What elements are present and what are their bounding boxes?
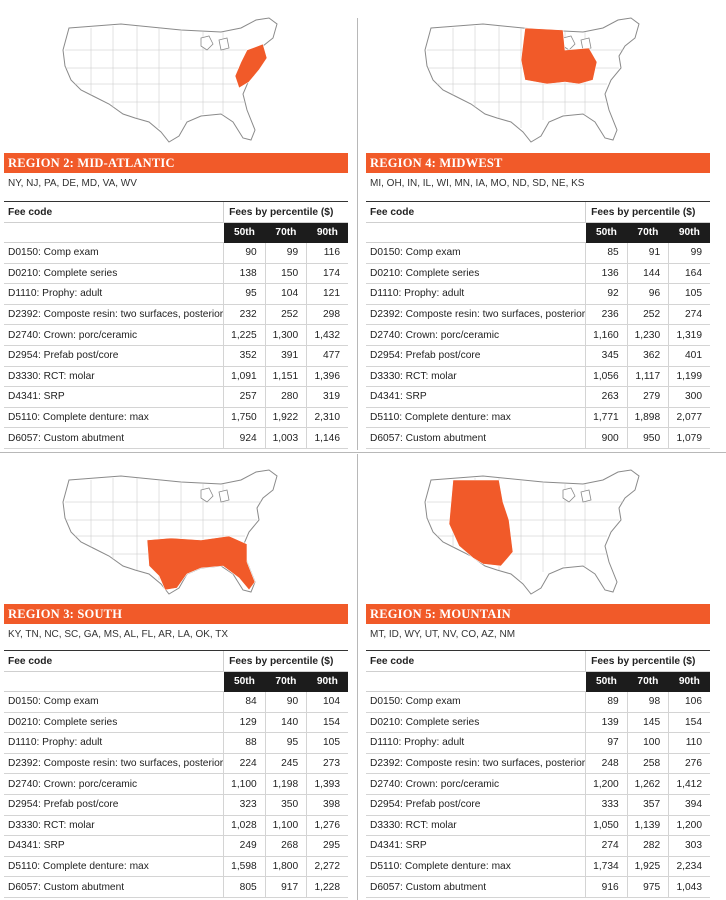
fee-90th-cell: 1,200 [669, 815, 710, 836]
fee-50th-cell: 89 [586, 692, 627, 713]
fee-90th-cell: 398 [307, 794, 348, 815]
fee-70th-cell: 1,925 [627, 856, 668, 877]
table-row [4, 366, 348, 387]
fee-code-cell: D1110: Prophy: adult [366, 284, 586, 305]
fee-table-header [4, 202, 348, 223]
region-title-banner: REGION 5: MOUNTAIN [366, 604, 710, 624]
fee-70th-cell: 917 [265, 877, 306, 898]
table-row [366, 733, 710, 754]
fee-50th-cell: 924 [224, 428, 265, 449]
percentile-subheader [366, 672, 710, 692]
fee-90th-cell: 154 [307, 712, 348, 733]
fee-code-cell: D5110: Complete denture: max [366, 856, 586, 877]
fee-code-cell: D4341: SRP [4, 387, 224, 408]
fee-70th-cell: 258 [627, 753, 668, 774]
fee-50th-cell: 1,160 [586, 325, 627, 346]
fee-70th-cell: 1,800 [265, 856, 306, 877]
table-row [4, 692, 348, 713]
fee-70th-cell: 96 [627, 284, 668, 305]
fee-90th-cell: 298 [307, 304, 348, 325]
fee-90th-cell: 319 [307, 387, 348, 408]
table-row [366, 753, 710, 774]
table-row [4, 836, 348, 857]
fee-70th-cell: 950 [627, 428, 668, 449]
table-row [366, 325, 710, 346]
fee-90th-cell: 276 [669, 753, 710, 774]
region-states: MI, OH, IN, IL, WI, MN, IA, MO, ND, SD, NE, KS [370, 178, 585, 189]
percentile-header: Fees by percentile ($) [586, 202, 710, 223]
fee-70th-cell: 280 [265, 387, 306, 408]
table-row [366, 692, 710, 713]
fee-90th-cell: 295 [307, 836, 348, 857]
table-row [4, 428, 348, 449]
fee-90th-cell: 2,077 [669, 407, 710, 428]
fee-50th-cell: 92 [586, 284, 627, 305]
fee-50th-cell: 90 [224, 243, 265, 264]
fee-90th-cell: 2,234 [669, 856, 710, 877]
fee-50th-cell: 1,750 [224, 407, 265, 428]
table-row [366, 366, 710, 387]
fee-50th-cell: 1,200 [586, 774, 627, 795]
fee-90th-cell: 174 [307, 263, 348, 284]
fee-50th-cell: 805 [224, 877, 265, 898]
fee-90th-cell: 105 [307, 733, 348, 754]
fee-90th-cell: 273 [307, 753, 348, 774]
fee-code-cell: D2740: Crown: porc/ceramic [4, 774, 224, 795]
table-row [4, 877, 348, 898]
fee-50th-cell: 1,225 [224, 325, 265, 346]
fee-code-header: Fee code [366, 202, 586, 223]
percentile-header: Fees by percentile ($) [224, 202, 348, 223]
fee-50th-cell: 85 [586, 243, 627, 264]
fee-70th-cell: 90 [265, 692, 306, 713]
horizontal-divider [0, 452, 726, 453]
fee-code-cell: D1110: Prophy: adult [366, 733, 586, 754]
fee-code-cell: D2740: Crown: porc/ceramic [366, 325, 586, 346]
fee-90th-cell: 303 [669, 836, 710, 857]
fee-90th-cell: 1,199 [669, 366, 710, 387]
fee-70th-cell: 100 [627, 733, 668, 754]
table-row [4, 856, 348, 877]
fee-50th-cell: 224 [224, 753, 265, 774]
fee-code-cell: D3330: RCT: molar [4, 366, 224, 387]
fee-70th-cell: 150 [265, 263, 306, 284]
fee-code-cell: D2954: Prefab post/core [4, 794, 224, 815]
p50-header: 50th [586, 223, 627, 243]
us-map-icon [413, 10, 663, 153]
fee-code-header: Fee code [4, 651, 224, 672]
region-states: NY, NJ, PA, DE, MD, VA, WV [8, 178, 137, 189]
fee-70th-cell: 1,139 [627, 815, 668, 836]
fee-70th-cell: 144 [627, 263, 668, 284]
fee-90th-cell: 1,396 [307, 366, 348, 387]
table-row [366, 815, 710, 836]
fee-code-cell: D6057: Custom abutment [366, 428, 586, 449]
fee-90th-cell: 164 [669, 263, 710, 284]
table-row [366, 794, 710, 815]
fee-70th-cell: 1,922 [265, 407, 306, 428]
region-title-banner: REGION 4: MIDWEST [366, 153, 710, 173]
fee-90th-cell: 154 [669, 712, 710, 733]
fee-50th-cell: 345 [586, 345, 627, 366]
p90-header: 90th [307, 672, 348, 692]
fee-70th-cell: 357 [627, 794, 668, 815]
fee-50th-cell: 248 [586, 753, 627, 774]
fee-code-cell: D4341: SRP [366, 836, 586, 857]
table-row [366, 243, 710, 264]
fee-code-cell: D3330: RCT: molar [366, 366, 586, 387]
fee-50th-cell: 1,598 [224, 856, 265, 877]
fee-70th-cell: 95 [265, 733, 306, 754]
fee-50th-cell: 249 [224, 836, 265, 857]
fee-50th-cell: 97 [586, 733, 627, 754]
fee-table [366, 201, 710, 449]
fee-50th-cell: 1,771 [586, 407, 627, 428]
fee-table [4, 650, 348, 898]
fee-50th-cell: 136 [586, 263, 627, 284]
fee-70th-cell: 91 [627, 243, 668, 264]
table-row [4, 304, 348, 325]
fee-code-cell: D2392: Composte resin: two surfaces, posterior [4, 304, 224, 325]
fee-90th-cell: 121 [307, 284, 348, 305]
fee-70th-cell: 268 [265, 836, 306, 857]
fee-90th-cell: 394 [669, 794, 710, 815]
table-row [366, 387, 710, 408]
fee-70th-cell: 1,300 [265, 325, 306, 346]
fee-50th-cell: 88 [224, 733, 265, 754]
p90-header: 90th [669, 223, 710, 243]
fee-table-header [366, 202, 710, 223]
fee-code-cell: D5110: Complete denture: max [4, 407, 224, 428]
fee-90th-cell: 104 [307, 692, 348, 713]
table-row [4, 345, 348, 366]
fee-table-header [366, 651, 710, 672]
fee-70th-cell: 1,151 [265, 366, 306, 387]
fee-90th-cell: 274 [669, 304, 710, 325]
table-row [4, 325, 348, 346]
fee-90th-cell: 99 [669, 243, 710, 264]
fee-90th-cell: 2,272 [307, 856, 348, 877]
fee-code-cell: D1110: Prophy: adult [4, 733, 224, 754]
p90-header: 90th [669, 672, 710, 692]
fee-code-cell: D4341: SRP [4, 836, 224, 857]
fee-50th-cell: 323 [224, 794, 265, 815]
fee-code-cell: D2392: Composte resin: two surfaces, posterior [4, 753, 224, 774]
fee-50th-cell: 139 [586, 712, 627, 733]
fee-code-cell: D0210: Complete series [366, 712, 586, 733]
fee-70th-cell: 350 [265, 794, 306, 815]
table-row [366, 263, 710, 284]
us-map-icon [413, 462, 663, 605]
percentile-subheader [4, 672, 348, 692]
fee-90th-cell: 1,276 [307, 815, 348, 836]
table-row [366, 774, 710, 795]
fee-50th-cell: 1,734 [586, 856, 627, 877]
fee-code-cell: D4341: SRP [366, 387, 586, 408]
fee-code-cell: D3330: RCT: molar [4, 815, 224, 836]
p70-header: 70th [627, 223, 668, 243]
fee-code-cell: D0210: Complete series [4, 263, 224, 284]
fee-70th-cell: 1,003 [265, 428, 306, 449]
fee-90th-cell: 106 [669, 692, 710, 713]
us-map-icon [51, 10, 301, 153]
us-map-icon [51, 462, 301, 605]
percentile-subheader [4, 223, 348, 243]
fee-70th-cell: 362 [627, 345, 668, 366]
fee-70th-cell: 145 [627, 712, 668, 733]
fee-50th-cell: 1,050 [586, 815, 627, 836]
fee-table-header [4, 651, 348, 672]
fee-code-cell: D0150: Comp exam [366, 692, 586, 713]
fee-code-cell: D2954: Prefab post/core [366, 345, 586, 366]
fee-code-header: Fee code [4, 202, 224, 223]
region-states: KY, TN, NC, SC, GA, MS, AL, FL, AR, LA, OK, TX [8, 629, 229, 640]
fee-70th-cell: 252 [265, 304, 306, 325]
table-row [366, 284, 710, 305]
region-title-banner: REGION 2: MID-ATLANTIC [4, 153, 348, 173]
fee-70th-cell: 252 [627, 304, 668, 325]
table-row [366, 836, 710, 857]
fee-90th-cell: 300 [669, 387, 710, 408]
table-row [4, 387, 348, 408]
table-row [4, 284, 348, 305]
fee-code-cell: D6057: Custom abutment [4, 428, 224, 449]
p50-header: 50th [224, 223, 265, 243]
fee-70th-cell: 1,262 [627, 774, 668, 795]
fee-90th-cell: 2,310 [307, 407, 348, 428]
fee-code-cell: D6057: Custom abutment [366, 877, 586, 898]
fee-90th-cell: 477 [307, 345, 348, 366]
fee-code-cell: D0210: Complete series [4, 712, 224, 733]
fee-70th-cell: 104 [265, 284, 306, 305]
fee-code-cell: D5110: Complete denture: max [366, 407, 586, 428]
fee-50th-cell: 900 [586, 428, 627, 449]
fee-code-cell: D2954: Prefab post/core [366, 794, 586, 815]
table-row [366, 345, 710, 366]
fee-90th-cell: 116 [307, 243, 348, 264]
fee-90th-cell: 1,228 [307, 877, 348, 898]
fee-50th-cell: 129 [224, 712, 265, 733]
percentile-subheader [366, 223, 710, 243]
fee-50th-cell: 263 [586, 387, 627, 408]
fee-70th-cell: 1,230 [627, 325, 668, 346]
fee-table [366, 650, 710, 898]
region-states: MT, ID, WY, UT, NV, CO, AZ, NM [370, 629, 516, 640]
fee-50th-cell: 236 [586, 304, 627, 325]
fee-90th-cell: 1,146 [307, 428, 348, 449]
table-row [4, 733, 348, 754]
fee-70th-cell: 1,117 [627, 366, 668, 387]
fee-50th-cell: 1,091 [224, 366, 265, 387]
p70-header: 70th [265, 223, 306, 243]
table-row [4, 243, 348, 264]
fee-50th-cell: 352 [224, 345, 265, 366]
fee-90th-cell: 1,432 [307, 325, 348, 346]
table-row [366, 304, 710, 325]
fee-50th-cell: 95 [224, 284, 265, 305]
p50-header: 50th [224, 672, 265, 692]
fee-90th-cell: 1,319 [669, 325, 710, 346]
percentile-header: Fees by percentile ($) [224, 651, 348, 672]
fee-70th-cell: 1,100 [265, 815, 306, 836]
fee-50th-cell: 1,056 [586, 366, 627, 387]
fee-70th-cell: 975 [627, 877, 668, 898]
fee-code-cell: D2392: Composte resin: two surfaces, posterior [366, 753, 586, 774]
table-row [366, 856, 710, 877]
fee-70th-cell: 99 [265, 243, 306, 264]
table-row [4, 712, 348, 733]
fee-50th-cell: 916 [586, 877, 627, 898]
fee-50th-cell: 274 [586, 836, 627, 857]
table-row [4, 407, 348, 428]
fee-70th-cell: 245 [265, 753, 306, 774]
fee-50th-cell: 232 [224, 304, 265, 325]
fee-70th-cell: 279 [627, 387, 668, 408]
fee-70th-cell: 282 [627, 836, 668, 857]
fee-50th-cell: 84 [224, 692, 265, 713]
p70-header: 70th [627, 672, 668, 692]
table-row [4, 794, 348, 815]
p70-header: 70th [265, 672, 306, 692]
percentile-header: Fees by percentile ($) [586, 651, 710, 672]
table-row [4, 815, 348, 836]
fee-70th-cell: 98 [627, 692, 668, 713]
fee-code-cell: D0150: Comp exam [4, 692, 224, 713]
fee-90th-cell: 1,043 [669, 877, 710, 898]
fee-code-cell: D0150: Comp exam [4, 243, 224, 264]
fee-table [4, 201, 348, 449]
fee-70th-cell: 1,898 [627, 407, 668, 428]
fee-code-cell: D3330: RCT: molar [366, 815, 586, 836]
table-row [4, 263, 348, 284]
fee-70th-cell: 1,198 [265, 774, 306, 795]
fee-code-cell: D0210: Complete series [366, 263, 586, 284]
fee-50th-cell: 1,028 [224, 815, 265, 836]
fee-70th-cell: 140 [265, 712, 306, 733]
fee-90th-cell: 1,412 [669, 774, 710, 795]
fee-code-cell: D6057: Custom abutment [4, 877, 224, 898]
region-title-banner: REGION 3: SOUTH [4, 604, 348, 624]
fee-code-cell: D2740: Crown: porc/ceramic [366, 774, 586, 795]
fee-code-cell: D1110: Prophy: adult [4, 284, 224, 305]
table-row [366, 877, 710, 898]
fee-code-cell: D2392: Composte resin: two surfaces, posterior [366, 304, 586, 325]
fee-code-cell: D0150: Comp exam [366, 243, 586, 264]
table-row [4, 753, 348, 774]
fee-code-header: Fee code [366, 651, 586, 672]
fee-code-cell: D2740: Crown: porc/ceramic [4, 325, 224, 346]
table-row [366, 712, 710, 733]
fee-90th-cell: 401 [669, 345, 710, 366]
fee-50th-cell: 138 [224, 263, 265, 284]
fee-90th-cell: 1,079 [669, 428, 710, 449]
fee-50th-cell: 257 [224, 387, 265, 408]
fee-50th-cell: 333 [586, 794, 627, 815]
fee-50th-cell: 1,100 [224, 774, 265, 795]
table-row [366, 428, 710, 449]
p90-header: 90th [307, 223, 348, 243]
table-row [4, 774, 348, 795]
fee-code-cell: D5110: Complete denture: max [4, 856, 224, 877]
fee-90th-cell: 105 [669, 284, 710, 305]
fee-90th-cell: 110 [669, 733, 710, 754]
table-row [366, 407, 710, 428]
fee-70th-cell: 391 [265, 345, 306, 366]
fee-90th-cell: 1,393 [307, 774, 348, 795]
p50-header: 50th [586, 672, 627, 692]
fee-code-cell: D2954: Prefab post/core [4, 345, 224, 366]
vertical-divider-bottom [357, 454, 358, 900]
vertical-divider-top [357, 18, 358, 450]
